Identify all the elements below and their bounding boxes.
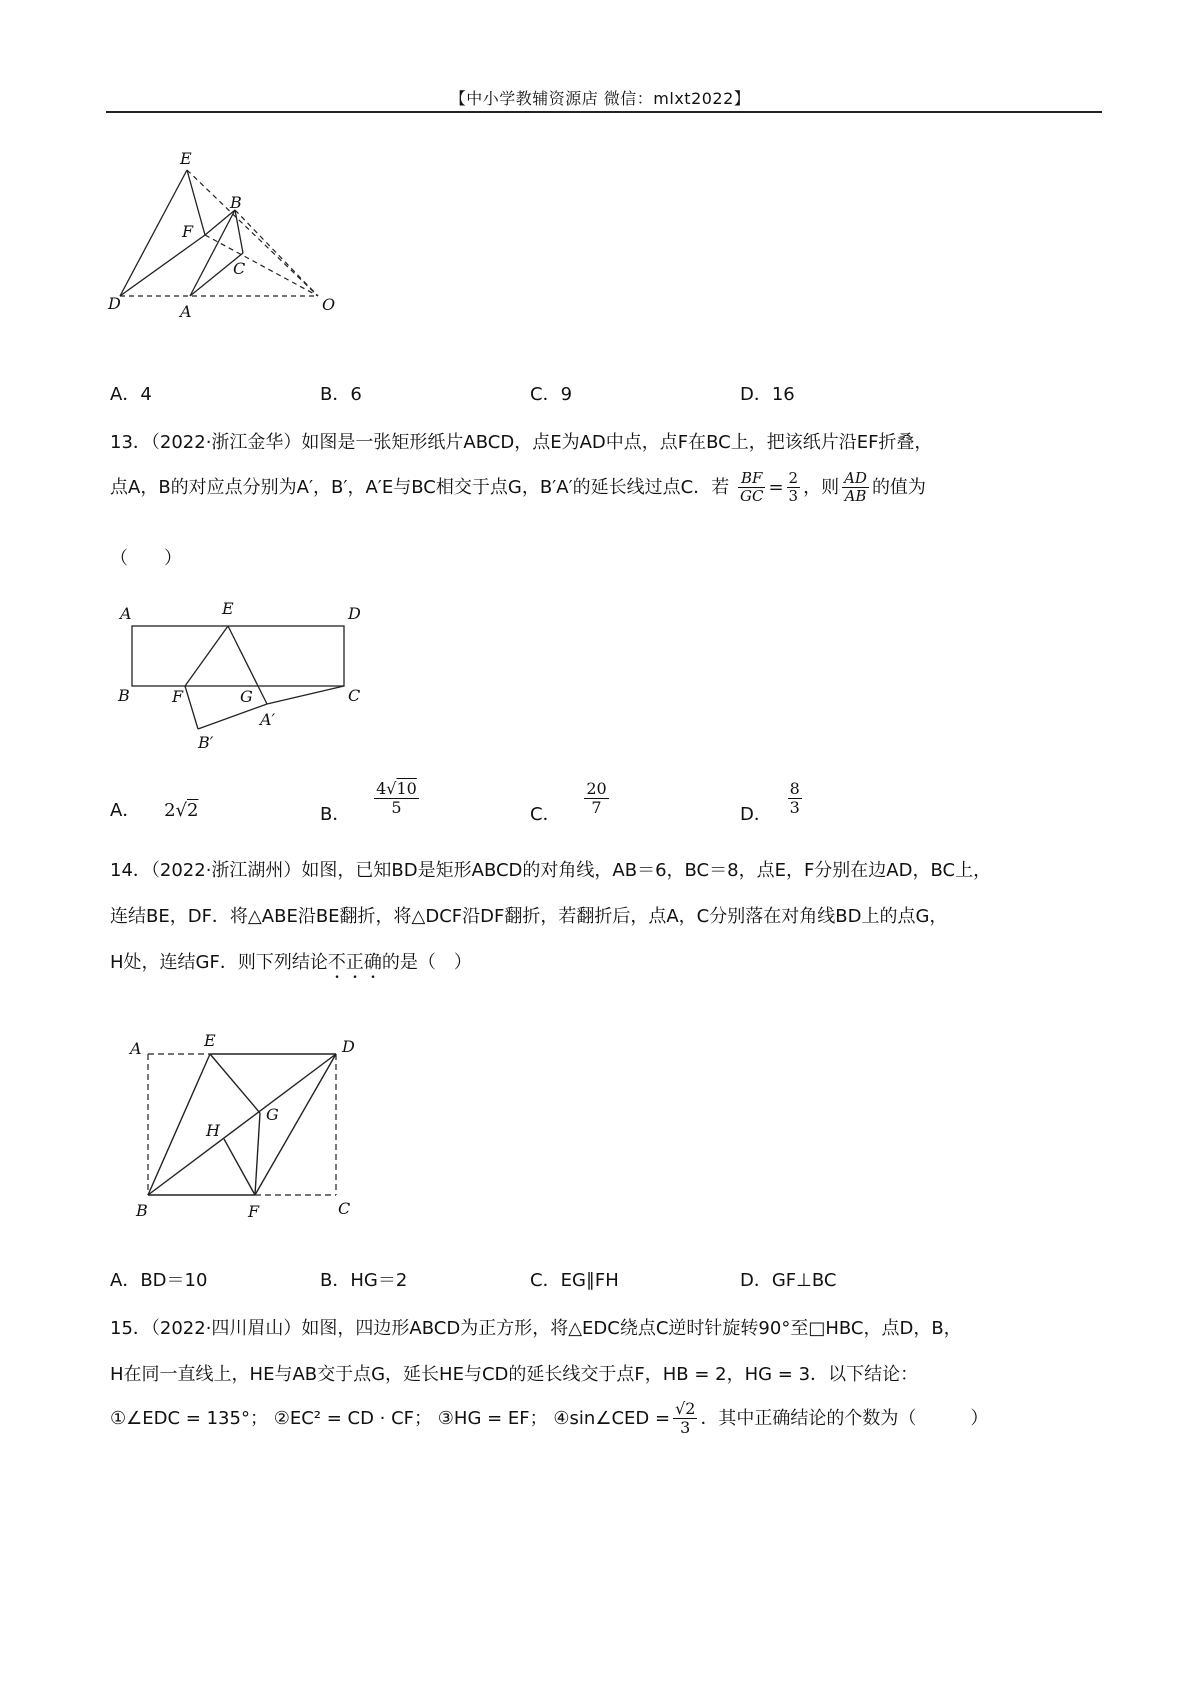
q13-fraction-bf-gc bbox=[738, 470, 765, 506]
q13-option-d-den: 3 bbox=[789, 798, 800, 818]
figure-q13 bbox=[110, 596, 370, 766]
q13-option-c-label: C． bbox=[530, 803, 561, 825]
q13-tail: 的值为 bbox=[871, 476, 926, 498]
q12-option-a: A．4 bbox=[110, 384, 152, 405]
fig14-label-e: E bbox=[204, 1031, 216, 1050]
q13-option-c-den: 7 bbox=[591, 798, 602, 818]
q13-option-c bbox=[530, 779, 612, 825]
q13-line-1: 13．（2022·浙江金华）如图是一张矩形纸片ABCD，点E为AD中点，点F在BC上，把该纸片沿EF折叠， bbox=[110, 432, 933, 453]
figure-q12 bbox=[100, 150, 360, 350]
q13-fraction-2-3 bbox=[787, 470, 801, 506]
fig14-label-f: F bbox=[248, 1202, 260, 1221]
q14-line-3c: 的是（ ） bbox=[381, 952, 472, 973]
q13-frac3-den: AB bbox=[844, 487, 867, 506]
q13-option-d bbox=[740, 779, 805, 825]
q12-option-d: D．16 bbox=[740, 384, 795, 405]
q14-option-d: D．GF⊥BC bbox=[740, 1270, 837, 1291]
fig12-label-f: F bbox=[182, 222, 194, 241]
q15-line-3 bbox=[110, 1400, 988, 1438]
q14-line-3a: H处，连结GF．则下列结论 bbox=[110, 952, 328, 973]
q15-conclusion-4: ④sin∠CED = bbox=[553, 1407, 671, 1429]
fig14-label-c: C bbox=[338, 1199, 351, 1218]
q13-option-d-num: 8 bbox=[789, 779, 800, 798]
q13-frac3-num: AD bbox=[844, 469, 867, 487]
fig12-label-a: A bbox=[180, 302, 192, 321]
header-rule bbox=[106, 111, 1102, 113]
fig13-label-b-prime: B′ bbox=[198, 733, 214, 752]
q15-line-1: 15．（2022·四川眉山）如图，四边形ABCD为正方形，将△EDC绕点C逆时针旋转90°至□HBC，点D，B， bbox=[110, 1318, 962, 1339]
fig12-label-c: C bbox=[233, 259, 246, 278]
q15-conclusion-2: ②EC² = CD · CF； bbox=[273, 1407, 433, 1429]
q13-option-a-value: 2√2 bbox=[164, 800, 199, 821]
q13-option-d-label: D． bbox=[740, 803, 772, 825]
q14-option-a: A．BD＝10 bbox=[110, 1270, 208, 1291]
q13-line-2-text: 点A，B的对应点分别为A′，B′，A′E与BC相交于点G，B′A′的延长线过点C．若 bbox=[110, 476, 730, 498]
q13-option-b bbox=[320, 779, 422, 825]
fig13-label-d: D bbox=[348, 604, 361, 623]
q14-option-b: B．HG＝2 bbox=[320, 1270, 408, 1291]
q12-option-b: B．6 bbox=[320, 384, 362, 405]
fig13-label-c: C bbox=[348, 686, 361, 705]
fig14-label-d: D bbox=[342, 1037, 355, 1056]
q13-option-c-fraction bbox=[584, 780, 608, 818]
q15-frac-num: √2 bbox=[675, 1399, 696, 1418]
q14-line-1: 14．（2022·浙江湖州）如图，已知BD是矩形ABCD的对角线，AB＝6，BC＝8，点E，F分别在边AD，BC上， bbox=[110, 860, 992, 881]
q13-option-b-fraction bbox=[374, 780, 419, 818]
q12-option-c: C．9 bbox=[530, 384, 573, 405]
fig13-label-e: E bbox=[222, 599, 234, 618]
q13-option-b-den: 5 bbox=[391, 798, 402, 818]
q15-frac-den: 3 bbox=[680, 1418, 691, 1438]
q15-fraction-sqrt2-3 bbox=[673, 1400, 697, 1438]
q13-option-a bbox=[110, 796, 198, 822]
fig12-label-d: D bbox=[108, 294, 121, 313]
fig14-label-a: A bbox=[130, 1039, 142, 1058]
q13-option-b-num-coef: 4 bbox=[376, 779, 387, 798]
fig13-label-b: B bbox=[118, 686, 130, 705]
fig12-label-b: B bbox=[230, 193, 242, 212]
q13-option-a-radicand: 2 bbox=[187, 800, 199, 821]
fig14-label-g: G bbox=[266, 1105, 279, 1124]
q13-option-b-num: 4√10 bbox=[376, 779, 417, 798]
fig13-label-a-prime: A′ bbox=[260, 710, 276, 729]
q13-option-a-label: A． bbox=[110, 800, 141, 821]
fig14-label-b: B bbox=[136, 1201, 148, 1220]
q13-line-2 bbox=[110, 470, 926, 506]
q13-option-b-label: B． bbox=[320, 803, 351, 825]
q13-frac1-num: BF bbox=[738, 470, 765, 488]
fig13-label-g: G bbox=[240, 687, 253, 706]
q13-equals: = bbox=[768, 476, 784, 498]
fig12-label-o: O bbox=[322, 295, 336, 314]
q13-frac2-den: 3 bbox=[788, 487, 799, 506]
fig13-label-a: A bbox=[120, 604, 132, 623]
q13-option-b-num-radicand: 10 bbox=[396, 779, 417, 798]
q14-option-c: C．EG∥FH bbox=[530, 1270, 619, 1291]
q13-frac1-den: GC bbox=[739, 487, 764, 506]
q14-line-2: 连结BE，DF．将△ABE沿BE翻折，将△DCF沿DF翻折，若翻折后，点A，C分别落在对角线BD上的点G， bbox=[110, 906, 948, 927]
q13-fraction-ad-ab bbox=[842, 470, 869, 506]
q14-emphasis: 不正确 bbox=[327, 952, 382, 973]
fig12-label-e: E bbox=[180, 150, 192, 168]
q13-frac2-num: 2 bbox=[788, 469, 799, 487]
q15-question-tail: ．其中正确结论的个数为（ ） bbox=[700, 1407, 989, 1429]
q15-line-2: H在同一直线上，HE与AB交于点G，延长HE与CD的延长线交于点F，HB = 2，HG = 3．以下结论： bbox=[110, 1364, 919, 1385]
figure-q14 bbox=[120, 1030, 370, 1230]
q13-paren: （ ） bbox=[110, 548, 182, 569]
q14-line-3 bbox=[110, 948, 472, 983]
q13-mid: ，则 bbox=[803, 476, 840, 498]
fig13-label-f: F bbox=[172, 687, 184, 706]
q13-option-d-fraction bbox=[788, 780, 802, 818]
fig14-label-h: H bbox=[206, 1121, 220, 1140]
q13-option-a-coef: 2 bbox=[164, 800, 176, 821]
page-header: 【中小学教辅资源店 微信：mlxt2022】 bbox=[449, 89, 751, 108]
q13-option-c-num: 20 bbox=[586, 779, 607, 798]
q15-conclusion-3: ③HG = EF； bbox=[437, 1407, 548, 1429]
q15-conclusion-1: ①∠EDC = 135°； bbox=[110, 1407, 268, 1429]
